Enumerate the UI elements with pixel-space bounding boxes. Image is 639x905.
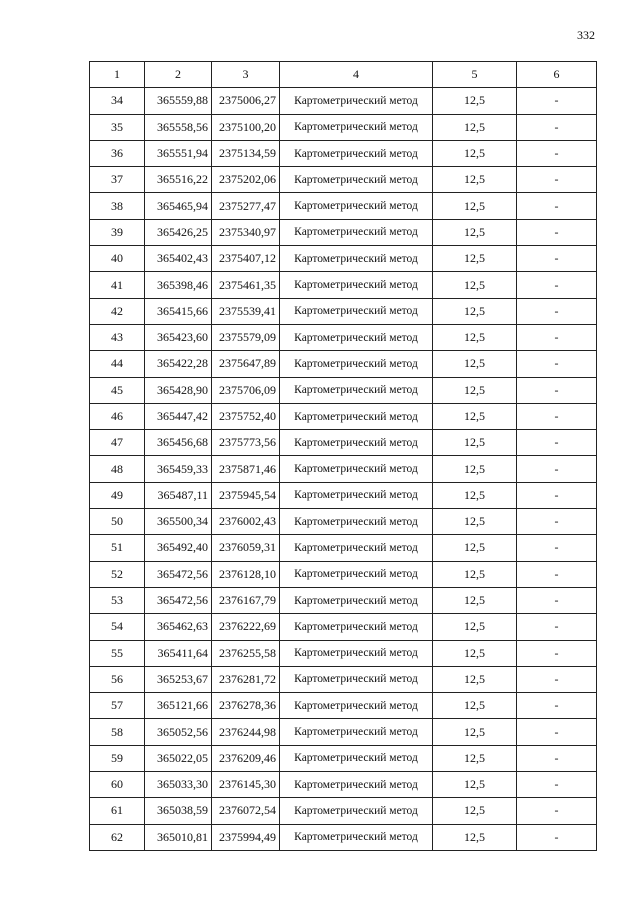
- y-coordinate-cell: 2375277,47: [212, 193, 280, 219]
- point-number-cell: 45: [90, 377, 145, 403]
- method-cell: Картометрический метод: [280, 377, 433, 403]
- point-number-cell: 44: [90, 351, 145, 377]
- accuracy-cell: 12,5: [433, 824, 517, 850]
- y-coordinate-cell: 2375407,12: [212, 246, 280, 272]
- note-cell: -: [517, 693, 597, 719]
- x-coordinate-cell: 365426,25: [145, 219, 212, 245]
- method-cell: Картометрический метод: [280, 824, 433, 850]
- y-coordinate-cell: 2375647,89: [212, 351, 280, 377]
- point-number-cell: 53: [90, 587, 145, 613]
- table-header-row: [90, 62, 597, 88]
- x-coordinate-cell: 365492,40: [145, 535, 212, 561]
- method-cell: Картометрический метод: [280, 587, 433, 613]
- x-coordinate-cell: 365411,64: [145, 640, 212, 666]
- y-coordinate-cell: 2375871,46: [212, 456, 280, 482]
- method-cell: Картометрический метод: [280, 351, 433, 377]
- point-number-cell: 40: [90, 246, 145, 272]
- point-number-cell: 57: [90, 693, 145, 719]
- x-coordinate-cell: 365516,22: [145, 167, 212, 193]
- point-number-cell: 36: [90, 140, 145, 166]
- x-coordinate-cell: 365500,34: [145, 509, 212, 535]
- y-coordinate-cell: 2375539,41: [212, 298, 280, 324]
- method-cell: Картометрический метод: [280, 403, 433, 429]
- table-row: [90, 430, 597, 456]
- x-coordinate-cell: 365253,67: [145, 666, 212, 692]
- point-number-cell: 42: [90, 298, 145, 324]
- table-row: [90, 193, 597, 219]
- note-cell: -: [517, 167, 597, 193]
- method-cell: Картометрический метод: [280, 246, 433, 272]
- point-number-cell: 61: [90, 798, 145, 824]
- table-body: [90, 88, 597, 851]
- table-row: [90, 88, 597, 114]
- note-cell: -: [517, 535, 597, 561]
- accuracy-cell: 12,5: [433, 193, 517, 219]
- table-row: [90, 640, 597, 666]
- accuracy-cell: 12,5: [433, 640, 517, 666]
- y-coordinate-cell: 2375134,59: [212, 140, 280, 166]
- table-row: [90, 798, 597, 824]
- accuracy-cell: 12,5: [433, 114, 517, 140]
- x-coordinate-cell: 365010,81: [145, 824, 212, 850]
- point-number-cell: 38: [90, 193, 145, 219]
- note-cell: -: [517, 193, 597, 219]
- x-coordinate-cell: 365472,56: [145, 561, 212, 587]
- table-row: [90, 719, 597, 745]
- accuracy-cell: 12,5: [433, 719, 517, 745]
- table-row: [90, 114, 597, 140]
- point-number-cell: 47: [90, 430, 145, 456]
- accuracy-cell: 12,5: [433, 88, 517, 114]
- x-coordinate-cell: 365559,88: [145, 88, 212, 114]
- method-cell: Картометрический метод: [280, 745, 433, 771]
- x-coordinate-cell: 365456,68: [145, 430, 212, 456]
- note-cell: -: [517, 666, 597, 692]
- method-cell: Картометрический метод: [280, 219, 433, 245]
- column-header: 6: [517, 62, 597, 88]
- method-cell: Картометрический метод: [280, 719, 433, 745]
- accuracy-cell: 12,5: [433, 535, 517, 561]
- y-coordinate-cell: 2376244,98: [212, 719, 280, 745]
- x-coordinate-cell: 365402,43: [145, 246, 212, 272]
- x-coordinate-cell: 365558,56: [145, 114, 212, 140]
- method-cell: Картометрический метод: [280, 482, 433, 508]
- point-number-cell: 48: [90, 456, 145, 482]
- point-number-cell: 49: [90, 482, 145, 508]
- y-coordinate-cell: 2375006,27: [212, 88, 280, 114]
- point-number-cell: 52: [90, 561, 145, 587]
- note-cell: -: [517, 246, 597, 272]
- note-cell: -: [517, 272, 597, 298]
- y-coordinate-cell: 2375202,06: [212, 167, 280, 193]
- note-cell: -: [517, 745, 597, 771]
- y-coordinate-cell: 2375579,09: [212, 324, 280, 350]
- point-number-cell: 56: [90, 666, 145, 692]
- x-coordinate-cell: 365447,42: [145, 403, 212, 429]
- note-cell: -: [517, 403, 597, 429]
- x-coordinate-cell: 365052,56: [145, 719, 212, 745]
- note-cell: -: [517, 351, 597, 377]
- point-number-cell: 43: [90, 324, 145, 350]
- x-coordinate-cell: 365428,90: [145, 377, 212, 403]
- method-cell: Картометрический метод: [280, 456, 433, 482]
- note-cell: -: [517, 824, 597, 850]
- method-cell: Картометрический метод: [280, 614, 433, 640]
- method-cell: Картометрический метод: [280, 535, 433, 561]
- point-number-cell: 34: [90, 88, 145, 114]
- method-cell: Картометрический метод: [280, 193, 433, 219]
- table-row: [90, 140, 597, 166]
- y-coordinate-cell: 2376145,30: [212, 772, 280, 798]
- x-coordinate-cell: 365462,63: [145, 614, 212, 640]
- table-row: [90, 482, 597, 508]
- method-cell: Картометрический метод: [280, 561, 433, 587]
- point-number-cell: 51: [90, 535, 145, 561]
- y-coordinate-cell: 2376167,79: [212, 587, 280, 613]
- table-row: [90, 219, 597, 245]
- accuracy-cell: 12,5: [433, 219, 517, 245]
- y-coordinate-cell: 2376128,10: [212, 561, 280, 587]
- method-cell: Картометрический метод: [280, 798, 433, 824]
- accuracy-cell: 12,5: [433, 456, 517, 482]
- coordinates-table: [89, 61, 597, 851]
- accuracy-cell: 12,5: [433, 351, 517, 377]
- note-cell: -: [517, 798, 597, 824]
- accuracy-cell: 12,5: [433, 298, 517, 324]
- note-cell: -: [517, 298, 597, 324]
- point-number-cell: 60: [90, 772, 145, 798]
- x-coordinate-cell: 365022,05: [145, 745, 212, 771]
- x-coordinate-cell: 365459,33: [145, 456, 212, 482]
- accuracy-cell: 12,5: [433, 272, 517, 298]
- table-row: [90, 824, 597, 850]
- table-row: [90, 745, 597, 771]
- note-cell: -: [517, 614, 597, 640]
- point-number-cell: 41: [90, 272, 145, 298]
- method-cell: Картометрический метод: [280, 324, 433, 350]
- x-coordinate-cell: 365422,28: [145, 351, 212, 377]
- accuracy-cell: 12,5: [433, 509, 517, 535]
- point-number-cell: 39: [90, 219, 145, 245]
- y-coordinate-cell: 2375945,54: [212, 482, 280, 508]
- y-coordinate-cell: 2376281,72: [212, 666, 280, 692]
- point-number-cell: 58: [90, 719, 145, 745]
- table-row: [90, 403, 597, 429]
- accuracy-cell: 12,5: [433, 666, 517, 692]
- method-cell: Картометрический метод: [280, 167, 433, 193]
- note-cell: -: [517, 719, 597, 745]
- table-row: [90, 456, 597, 482]
- table-row: [90, 167, 597, 193]
- table-row: [90, 272, 597, 298]
- y-coordinate-cell: 2376059,31: [212, 535, 280, 561]
- page-number: 332: [577, 28, 595, 42]
- accuracy-cell: 12,5: [433, 798, 517, 824]
- x-coordinate-cell: 365423,60: [145, 324, 212, 350]
- y-coordinate-cell: 2376209,46: [212, 745, 280, 771]
- y-coordinate-cell: 2375100,20: [212, 114, 280, 140]
- accuracy-cell: 12,5: [433, 745, 517, 771]
- column-header: 3: [212, 62, 280, 88]
- accuracy-cell: 12,5: [433, 693, 517, 719]
- y-coordinate-cell: 2376002,43: [212, 509, 280, 535]
- column-header: 5: [433, 62, 517, 88]
- table-row: [90, 561, 597, 587]
- accuracy-cell: 12,5: [433, 167, 517, 193]
- note-cell: -: [517, 509, 597, 535]
- table-row: [90, 614, 597, 640]
- point-number-cell: 35: [90, 114, 145, 140]
- x-coordinate-cell: 365472,56: [145, 587, 212, 613]
- method-cell: Картометрический метод: [280, 272, 433, 298]
- method-cell: Картометрический метод: [280, 88, 433, 114]
- table-row: [90, 298, 597, 324]
- y-coordinate-cell: 2375994,49: [212, 824, 280, 850]
- accuracy-cell: 12,5: [433, 482, 517, 508]
- point-number-cell: 55: [90, 640, 145, 666]
- method-cell: Картометрический метод: [280, 509, 433, 535]
- column-header: 4: [280, 62, 433, 88]
- accuracy-cell: 12,5: [433, 587, 517, 613]
- note-cell: -: [517, 114, 597, 140]
- accuracy-cell: 12,5: [433, 614, 517, 640]
- method-cell: Картометрический метод: [280, 666, 433, 692]
- note-cell: -: [517, 324, 597, 350]
- table-row: [90, 587, 597, 613]
- note-cell: -: [517, 88, 597, 114]
- y-coordinate-cell: 2375773,56: [212, 430, 280, 456]
- method-cell: Картометрический метод: [280, 640, 433, 666]
- table-row: [90, 246, 597, 272]
- method-cell: Картометрический метод: [280, 430, 433, 456]
- column-header: 2: [145, 62, 212, 88]
- table-row: [90, 535, 597, 561]
- accuracy-cell: 12,5: [433, 561, 517, 587]
- y-coordinate-cell: 2376072,54: [212, 798, 280, 824]
- note-cell: -: [517, 587, 597, 613]
- accuracy-cell: 12,5: [433, 324, 517, 350]
- table-row: [90, 693, 597, 719]
- note-cell: -: [517, 772, 597, 798]
- note-cell: -: [517, 640, 597, 666]
- note-cell: -: [517, 430, 597, 456]
- accuracy-cell: 12,5: [433, 403, 517, 429]
- method-cell: Картометрический метод: [280, 693, 433, 719]
- note-cell: -: [517, 456, 597, 482]
- x-coordinate-cell: 365415,66: [145, 298, 212, 324]
- column-header: 1: [90, 62, 145, 88]
- x-coordinate-cell: 365033,30: [145, 772, 212, 798]
- note-cell: -: [517, 561, 597, 587]
- table-row: [90, 772, 597, 798]
- point-number-cell: 46: [90, 403, 145, 429]
- table-row: [90, 666, 597, 692]
- note-cell: -: [517, 219, 597, 245]
- y-coordinate-cell: 2375461,35: [212, 272, 280, 298]
- note-cell: -: [517, 482, 597, 508]
- point-number-cell: 62: [90, 824, 145, 850]
- y-coordinate-cell: 2376278,36: [212, 693, 280, 719]
- y-coordinate-cell: 2376222,69: [212, 614, 280, 640]
- x-coordinate-cell: 365551,94: [145, 140, 212, 166]
- method-cell: Картометрический метод: [280, 140, 433, 166]
- method-cell: Картометрический метод: [280, 298, 433, 324]
- note-cell: -: [517, 140, 597, 166]
- y-coordinate-cell: 2376255,58: [212, 640, 280, 666]
- x-coordinate-cell: 365121,66: [145, 693, 212, 719]
- note-cell: -: [517, 377, 597, 403]
- y-coordinate-cell: 2375340,97: [212, 219, 280, 245]
- method-cell: Картометрический метод: [280, 772, 433, 798]
- accuracy-cell: 12,5: [433, 246, 517, 272]
- table-row: [90, 509, 597, 535]
- table-row: [90, 324, 597, 350]
- y-coordinate-cell: 2375706,09: [212, 377, 280, 403]
- x-coordinate-cell: 365038,59: [145, 798, 212, 824]
- x-coordinate-cell: 365487,11: [145, 482, 212, 508]
- point-number-cell: 50: [90, 509, 145, 535]
- point-number-cell: 59: [90, 745, 145, 771]
- x-coordinate-cell: 365465,94: [145, 193, 212, 219]
- accuracy-cell: 12,5: [433, 140, 517, 166]
- point-number-cell: 54: [90, 614, 145, 640]
- method-cell: Картометрический метод: [280, 114, 433, 140]
- table-row: [90, 351, 597, 377]
- x-coordinate-cell: 365398,46: [145, 272, 212, 298]
- table-row: [90, 377, 597, 403]
- y-coordinate-cell: 2375752,40: [212, 403, 280, 429]
- accuracy-cell: 12,5: [433, 377, 517, 403]
- point-number-cell: 37: [90, 167, 145, 193]
- accuracy-cell: 12,5: [433, 772, 517, 798]
- accuracy-cell: 12,5: [433, 430, 517, 456]
